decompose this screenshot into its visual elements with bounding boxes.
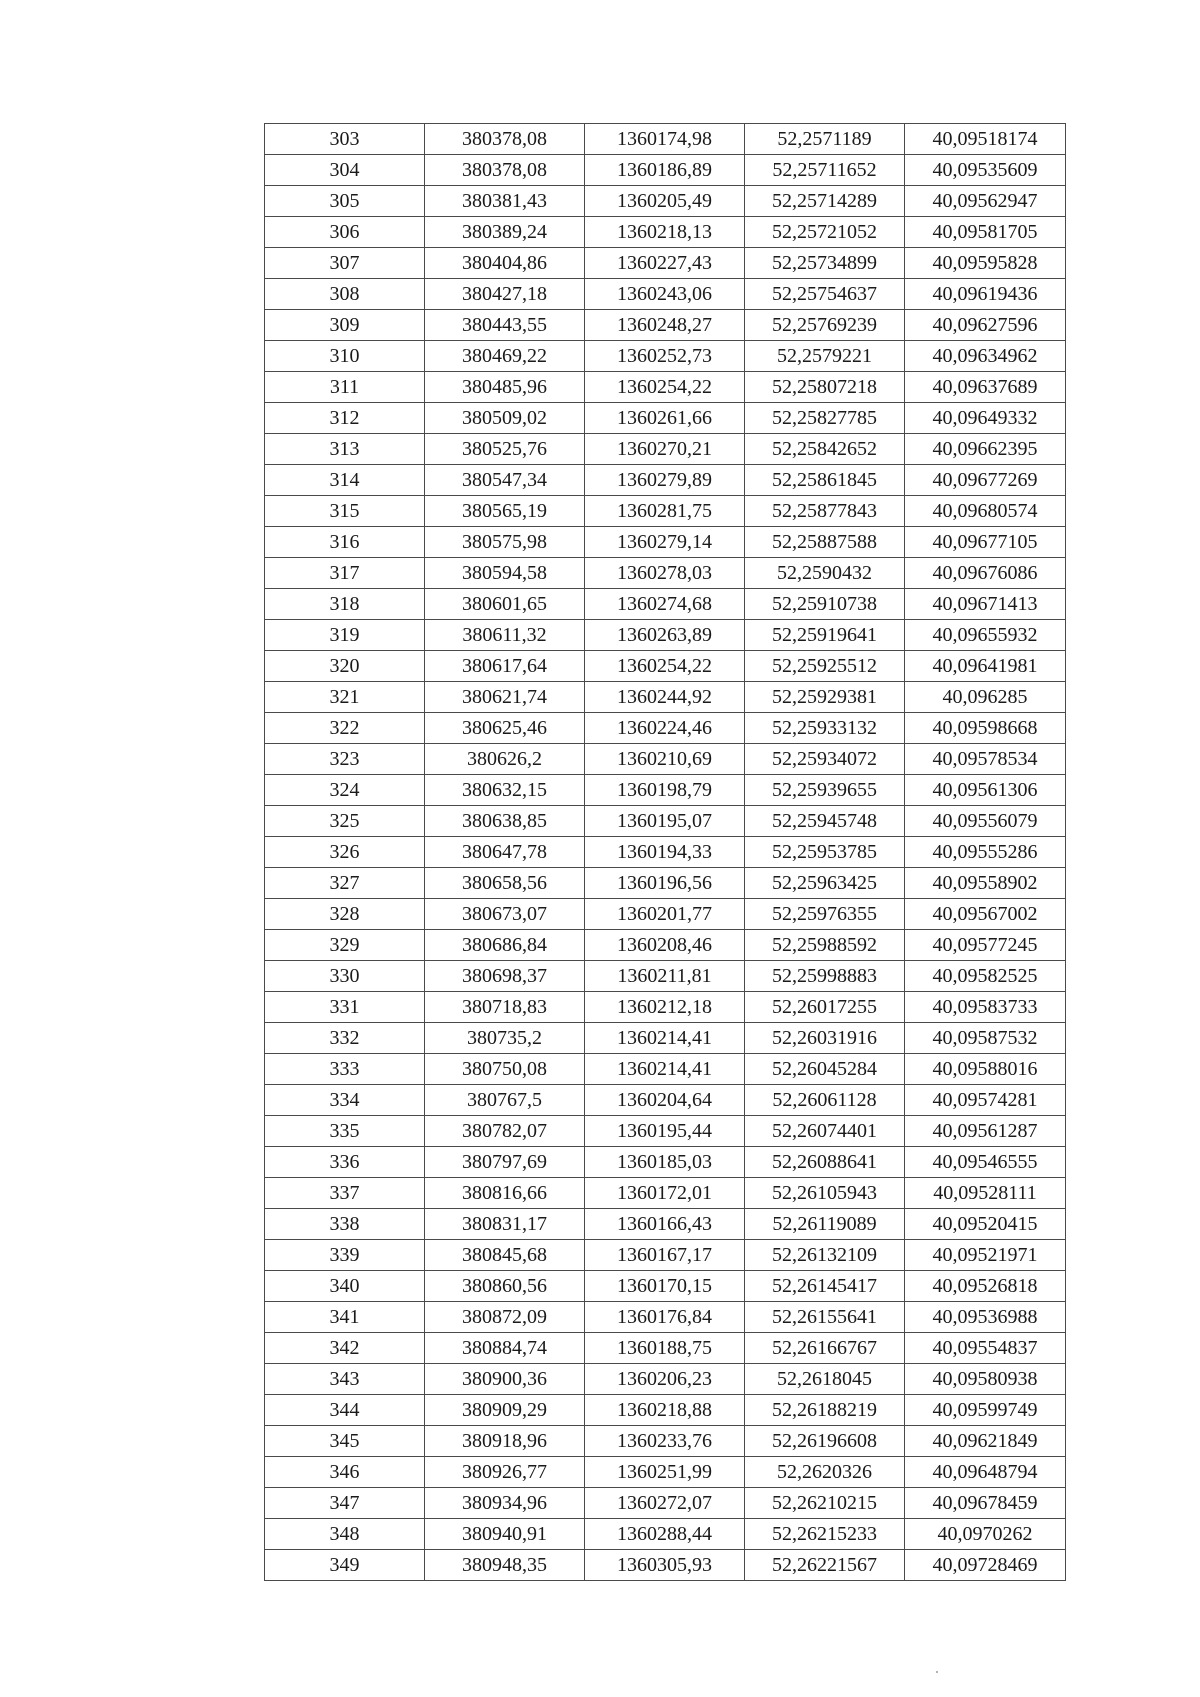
latitude-cell: 52,26188219 (745, 1395, 905, 1426)
coordinates-table-body (265, 124, 1066, 1581)
point-number-cell: 340 (265, 1271, 425, 1302)
point-number-cell: 344 (265, 1395, 425, 1426)
longitude-cell: 40,09562947 (905, 186, 1066, 217)
point-number-cell: 330 (265, 961, 425, 992)
longitude-cell: 40,09577245 (905, 930, 1066, 961)
x-coordinate-cell: 380611,32 (425, 620, 585, 651)
point-number-cell: 313 (265, 434, 425, 465)
latitude-cell: 52,26088641 (745, 1147, 905, 1178)
x-coordinate-cell: 380381,43 (425, 186, 585, 217)
latitude-cell: 52,25769239 (745, 310, 905, 341)
point-number-cell: 331 (265, 992, 425, 1023)
x-coordinate-cell: 380547,34 (425, 465, 585, 496)
latitude-cell: 52,25919641 (745, 620, 905, 651)
latitude-cell: 52,25734899 (745, 248, 905, 279)
x-coordinate-cell: 380718,83 (425, 992, 585, 1023)
table-row (265, 837, 1066, 868)
x-coordinate-cell: 380625,46 (425, 713, 585, 744)
point-number-cell: 324 (265, 775, 425, 806)
point-number-cell: 326 (265, 837, 425, 868)
y-coordinate-cell: 1360263,89 (585, 620, 745, 651)
y-coordinate-cell: 1360254,22 (585, 372, 745, 403)
latitude-cell: 52,26045284 (745, 1054, 905, 1085)
longitude-cell: 40,09676086 (905, 558, 1066, 589)
table-row (265, 248, 1066, 279)
latitude-cell: 52,25988592 (745, 930, 905, 961)
y-coordinate-cell: 1360218,88 (585, 1395, 745, 1426)
longitude-cell: 40,09578534 (905, 744, 1066, 775)
table-row (265, 1395, 1066, 1426)
longitude-cell: 40,09554837 (905, 1333, 1066, 1364)
x-coordinate-cell: 380378,08 (425, 155, 585, 186)
x-coordinate-cell: 380934,96 (425, 1488, 585, 1519)
latitude-cell: 52,25953785 (745, 837, 905, 868)
x-coordinate-cell: 380617,64 (425, 651, 585, 682)
longitude-cell: 40,09655932 (905, 620, 1066, 651)
x-coordinate-cell: 380658,56 (425, 868, 585, 899)
x-coordinate-cell: 380940,91 (425, 1519, 585, 1550)
y-coordinate-cell: 1360196,56 (585, 868, 745, 899)
point-number-cell: 317 (265, 558, 425, 589)
x-coordinate-cell: 380404,86 (425, 248, 585, 279)
y-coordinate-cell: 1360208,46 (585, 930, 745, 961)
point-number-cell: 329 (265, 930, 425, 961)
point-number-cell: 320 (265, 651, 425, 682)
table-row (265, 651, 1066, 682)
y-coordinate-cell: 1360198,79 (585, 775, 745, 806)
y-coordinate-cell: 1360172,01 (585, 1178, 745, 1209)
y-coordinate-cell: 1360212,18 (585, 992, 745, 1023)
y-coordinate-cell: 1360195,44 (585, 1116, 745, 1147)
longitude-cell: 40,0970262 (905, 1519, 1066, 1550)
latitude-cell: 52,26105943 (745, 1178, 905, 1209)
y-coordinate-cell: 1360185,03 (585, 1147, 745, 1178)
latitude-cell: 52,26155641 (745, 1302, 905, 1333)
y-coordinate-cell: 1360194,33 (585, 837, 745, 868)
y-coordinate-cell: 1360274,68 (585, 589, 745, 620)
x-coordinate-cell: 380872,09 (425, 1302, 585, 1333)
x-coordinate-cell: 380601,65 (425, 589, 585, 620)
longitude-cell: 40,09520415 (905, 1209, 1066, 1240)
longitude-cell: 40,09641981 (905, 651, 1066, 682)
x-coordinate-cell: 380750,08 (425, 1054, 585, 1085)
table-row (265, 1085, 1066, 1116)
table-row (265, 186, 1066, 217)
longitude-cell: 40,09574281 (905, 1085, 1066, 1116)
table-row (265, 1457, 1066, 1488)
coordinates-table (264, 123, 1066, 1581)
longitude-cell: 40,09634962 (905, 341, 1066, 372)
latitude-cell: 52,25754637 (745, 279, 905, 310)
latitude-cell: 52,2620326 (745, 1457, 905, 1488)
longitude-cell: 40,09583733 (905, 992, 1066, 1023)
point-number-cell: 305 (265, 186, 425, 217)
table-row (265, 372, 1066, 403)
table-row (265, 1023, 1066, 1054)
x-coordinate-cell: 380427,18 (425, 279, 585, 310)
y-coordinate-cell: 1360243,06 (585, 279, 745, 310)
table-row (265, 961, 1066, 992)
x-coordinate-cell: 380735,2 (425, 1023, 585, 1054)
latitude-cell: 52,2571189 (745, 124, 905, 155)
point-number-cell: 335 (265, 1116, 425, 1147)
table-row (265, 1116, 1066, 1147)
point-number-cell: 327 (265, 868, 425, 899)
longitude-cell: 40,09582525 (905, 961, 1066, 992)
point-number-cell: 347 (265, 1488, 425, 1519)
table-row (265, 341, 1066, 372)
table-row (265, 1302, 1066, 1333)
longitude-cell: 40,09535609 (905, 155, 1066, 186)
longitude-cell: 40,09648794 (905, 1457, 1066, 1488)
table-row (265, 1364, 1066, 1395)
longitude-cell: 40,09619436 (905, 279, 1066, 310)
table-row (265, 1240, 1066, 1271)
point-number-cell: 316 (265, 527, 425, 558)
latitude-cell: 52,25711652 (745, 155, 905, 186)
x-coordinate-cell: 380638,85 (425, 806, 585, 837)
point-number-cell: 345 (265, 1426, 425, 1457)
point-number-cell: 333 (265, 1054, 425, 1085)
longitude-cell: 40,09728469 (905, 1550, 1066, 1581)
longitude-cell: 40,09558902 (905, 868, 1066, 899)
table-row (265, 1209, 1066, 1240)
x-coordinate-cell: 380816,66 (425, 1178, 585, 1209)
point-number-cell: 337 (265, 1178, 425, 1209)
latitude-cell: 52,26166767 (745, 1333, 905, 1364)
table-row (265, 1333, 1066, 1364)
y-coordinate-cell: 1360206,23 (585, 1364, 745, 1395)
latitude-cell: 52,26031916 (745, 1023, 905, 1054)
table-row (265, 1054, 1066, 1085)
latitude-cell: 52,25721052 (745, 217, 905, 248)
x-coordinate-cell: 380485,96 (425, 372, 585, 403)
longitude-cell: 40,09526818 (905, 1271, 1066, 1302)
y-coordinate-cell: 1360204,64 (585, 1085, 745, 1116)
y-coordinate-cell: 1360166,43 (585, 1209, 745, 1240)
table-row (265, 868, 1066, 899)
table-row (265, 806, 1066, 837)
table-row (265, 1178, 1066, 1209)
y-coordinate-cell: 1360188,75 (585, 1333, 745, 1364)
x-coordinate-cell: 380926,77 (425, 1457, 585, 1488)
latitude-cell: 52,25998883 (745, 961, 905, 992)
point-number-cell: 348 (265, 1519, 425, 1550)
x-coordinate-cell: 380632,15 (425, 775, 585, 806)
longitude-cell: 40,09580938 (905, 1364, 1066, 1395)
longitude-cell: 40,09598668 (905, 713, 1066, 744)
x-coordinate-cell: 380509,02 (425, 403, 585, 434)
y-coordinate-cell: 1360261,66 (585, 403, 745, 434)
y-coordinate-cell: 1360167,17 (585, 1240, 745, 1271)
point-number-cell: 306 (265, 217, 425, 248)
y-coordinate-cell: 1360227,43 (585, 248, 745, 279)
table-row (265, 682, 1066, 713)
table-row (265, 465, 1066, 496)
x-coordinate-cell: 380831,17 (425, 1209, 585, 1240)
latitude-cell: 52,25925512 (745, 651, 905, 682)
point-number-cell: 309 (265, 310, 425, 341)
point-number-cell: 311 (265, 372, 425, 403)
latitude-cell: 52,26061128 (745, 1085, 905, 1116)
latitude-cell: 52,25963425 (745, 868, 905, 899)
x-coordinate-cell: 380443,55 (425, 310, 585, 341)
x-coordinate-cell: 380389,24 (425, 217, 585, 248)
latitude-cell: 52,25934072 (745, 744, 905, 775)
latitude-cell: 52,26132109 (745, 1240, 905, 1271)
point-number-cell: 322 (265, 713, 425, 744)
x-coordinate-cell: 380900,36 (425, 1364, 585, 1395)
longitude-cell: 40,09677269 (905, 465, 1066, 496)
point-number-cell: 332 (265, 1023, 425, 1054)
y-coordinate-cell: 1360201,77 (585, 899, 745, 930)
table-row (265, 620, 1066, 651)
y-coordinate-cell: 1360248,27 (585, 310, 745, 341)
point-number-cell: 315 (265, 496, 425, 527)
latitude-cell: 52,26017255 (745, 992, 905, 1023)
y-coordinate-cell: 1360279,14 (585, 527, 745, 558)
latitude-cell: 52,26221567 (745, 1550, 905, 1581)
longitude-cell: 40,09581705 (905, 217, 1066, 248)
table-row (265, 496, 1066, 527)
y-coordinate-cell: 1360305,93 (585, 1550, 745, 1581)
latitude-cell: 52,25842652 (745, 434, 905, 465)
table-row (265, 1550, 1066, 1581)
point-number-cell: 319 (265, 620, 425, 651)
y-coordinate-cell: 1360244,92 (585, 682, 745, 713)
table-row (265, 124, 1066, 155)
point-number-cell: 341 (265, 1302, 425, 1333)
latitude-cell: 52,25910738 (745, 589, 905, 620)
latitude-cell: 52,26074401 (745, 1116, 905, 1147)
latitude-cell: 52,25945748 (745, 806, 905, 837)
table-row (265, 744, 1066, 775)
table-row (265, 558, 1066, 589)
table-row (265, 310, 1066, 341)
y-coordinate-cell: 1360272,07 (585, 1488, 745, 1519)
longitude-cell: 40,09680574 (905, 496, 1066, 527)
x-coordinate-cell: 380575,98 (425, 527, 585, 558)
latitude-cell: 52,25714289 (745, 186, 905, 217)
longitude-cell: 40,09662395 (905, 434, 1066, 465)
point-number-cell: 312 (265, 403, 425, 434)
y-coordinate-cell: 1360170,15 (585, 1271, 745, 1302)
latitude-cell: 52,26145417 (745, 1271, 905, 1302)
longitude-cell: 40,09621849 (905, 1426, 1066, 1457)
y-coordinate-cell: 1360279,89 (585, 465, 745, 496)
longitude-cell: 40,09546555 (905, 1147, 1066, 1178)
table-row (265, 775, 1066, 806)
x-coordinate-cell: 380378,08 (425, 124, 585, 155)
x-coordinate-cell: 380782,07 (425, 1116, 585, 1147)
point-number-cell: 338 (265, 1209, 425, 1240)
point-number-cell: 308 (265, 279, 425, 310)
table-row (265, 713, 1066, 744)
latitude-cell: 52,26119089 (745, 1209, 905, 1240)
longitude-cell: 40,09677105 (905, 527, 1066, 558)
table-row (265, 434, 1066, 465)
x-coordinate-cell: 380845,68 (425, 1240, 585, 1271)
y-coordinate-cell: 1360270,21 (585, 434, 745, 465)
longitude-cell: 40,09649332 (905, 403, 1066, 434)
latitude-cell: 52,2618045 (745, 1364, 905, 1395)
y-coordinate-cell: 1360211,81 (585, 961, 745, 992)
longitude-cell: 40,09556079 (905, 806, 1066, 837)
longitude-cell: 40,09555286 (905, 837, 1066, 868)
x-coordinate-cell: 380918,96 (425, 1426, 585, 1457)
latitude-cell: 52,25877843 (745, 496, 905, 527)
scan-speck (936, 1671, 938, 1673)
point-number-cell: 336 (265, 1147, 425, 1178)
table-row (265, 1271, 1066, 1302)
x-coordinate-cell: 380860,56 (425, 1271, 585, 1302)
x-coordinate-cell: 380673,07 (425, 899, 585, 930)
longitude-cell: 40,09536988 (905, 1302, 1066, 1333)
table-row (265, 899, 1066, 930)
y-coordinate-cell: 1360254,22 (585, 651, 745, 682)
table-row (265, 217, 1066, 248)
y-coordinate-cell: 1360214,41 (585, 1023, 745, 1054)
longitude-cell: 40,09528111 (905, 1178, 1066, 1209)
y-coordinate-cell: 1360224,46 (585, 713, 745, 744)
longitude-cell: 40,09637689 (905, 372, 1066, 403)
latitude-cell: 52,25887588 (745, 527, 905, 558)
x-coordinate-cell: 380647,78 (425, 837, 585, 868)
longitude-cell: 40,09587532 (905, 1023, 1066, 1054)
point-number-cell: 342 (265, 1333, 425, 1364)
point-number-cell: 349 (265, 1550, 425, 1581)
y-coordinate-cell: 1360288,44 (585, 1519, 745, 1550)
y-coordinate-cell: 1360195,07 (585, 806, 745, 837)
x-coordinate-cell: 380594,58 (425, 558, 585, 589)
table-row (265, 589, 1066, 620)
y-coordinate-cell: 1360205,49 (585, 186, 745, 217)
point-number-cell: 321 (265, 682, 425, 713)
table-row (265, 1147, 1066, 1178)
x-coordinate-cell: 380698,37 (425, 961, 585, 992)
point-number-cell: 328 (265, 899, 425, 930)
longitude-cell: 40,09521971 (905, 1240, 1066, 1271)
longitude-cell: 40,09678459 (905, 1488, 1066, 1519)
point-number-cell: 307 (265, 248, 425, 279)
point-number-cell: 343 (265, 1364, 425, 1395)
table-row (265, 527, 1066, 558)
longitude-cell: 40,096285 (905, 682, 1066, 713)
point-number-cell: 303 (265, 124, 425, 155)
x-coordinate-cell: 380686,84 (425, 930, 585, 961)
table-row (265, 1426, 1066, 1457)
y-coordinate-cell: 1360176,84 (585, 1302, 745, 1333)
y-coordinate-cell: 1360278,03 (585, 558, 745, 589)
table-row (265, 155, 1066, 186)
x-coordinate-cell: 380565,19 (425, 496, 585, 527)
y-coordinate-cell: 1360186,89 (585, 155, 745, 186)
longitude-cell: 40,09595828 (905, 248, 1066, 279)
y-coordinate-cell: 1360174,98 (585, 124, 745, 155)
point-number-cell: 346 (265, 1457, 425, 1488)
point-number-cell: 314 (265, 465, 425, 496)
x-coordinate-cell: 380948,35 (425, 1550, 585, 1581)
point-number-cell: 304 (265, 155, 425, 186)
longitude-cell: 40,09561287 (905, 1116, 1066, 1147)
y-coordinate-cell: 1360281,75 (585, 496, 745, 527)
longitude-cell: 40,09561306 (905, 775, 1066, 806)
table-row (265, 279, 1066, 310)
point-number-cell: 339 (265, 1240, 425, 1271)
longitude-cell: 40,09627596 (905, 310, 1066, 341)
y-coordinate-cell: 1360210,69 (585, 744, 745, 775)
latitude-cell: 52,25807218 (745, 372, 905, 403)
point-number-cell: 325 (265, 806, 425, 837)
latitude-cell: 52,25933132 (745, 713, 905, 744)
x-coordinate-cell: 380469,22 (425, 341, 585, 372)
latitude-cell: 52,26215233 (745, 1519, 905, 1550)
x-coordinate-cell: 380621,74 (425, 682, 585, 713)
longitude-cell: 40,09588016 (905, 1054, 1066, 1085)
point-number-cell: 323 (265, 744, 425, 775)
table-row (265, 992, 1066, 1023)
y-coordinate-cell: 1360218,13 (585, 217, 745, 248)
y-coordinate-cell: 1360214,41 (585, 1054, 745, 1085)
x-coordinate-cell: 380767,5 (425, 1085, 585, 1116)
latitude-cell: 52,26210215 (745, 1488, 905, 1519)
latitude-cell: 52,26196608 (745, 1426, 905, 1457)
longitude-cell: 40,09599749 (905, 1395, 1066, 1426)
y-coordinate-cell: 1360252,73 (585, 341, 745, 372)
latitude-cell: 52,25976355 (745, 899, 905, 930)
table-row (265, 1488, 1066, 1519)
table-row (265, 1519, 1066, 1550)
y-coordinate-cell: 1360251,99 (585, 1457, 745, 1488)
latitude-cell: 52,2590432 (745, 558, 905, 589)
point-number-cell: 310 (265, 341, 425, 372)
longitude-cell: 40,09567002 (905, 899, 1066, 930)
point-number-cell: 334 (265, 1085, 425, 1116)
point-number-cell: 318 (265, 589, 425, 620)
latitude-cell: 52,25827785 (745, 403, 905, 434)
x-coordinate-cell: 380626,2 (425, 744, 585, 775)
latitude-cell: 52,25929381 (745, 682, 905, 713)
latitude-cell: 52,2579221 (745, 341, 905, 372)
x-coordinate-cell: 380884,74 (425, 1333, 585, 1364)
x-coordinate-cell: 380797,69 (425, 1147, 585, 1178)
longitude-cell: 40,09518174 (905, 124, 1066, 155)
x-coordinate-cell: 380909,29 (425, 1395, 585, 1426)
table-row (265, 403, 1066, 434)
y-coordinate-cell: 1360233,76 (585, 1426, 745, 1457)
x-coordinate-cell: 380525,76 (425, 434, 585, 465)
table-row (265, 930, 1066, 961)
longitude-cell: 40,09671413 (905, 589, 1066, 620)
latitude-cell: 52,25861845 (745, 465, 905, 496)
latitude-cell: 52,25939655 (745, 775, 905, 806)
